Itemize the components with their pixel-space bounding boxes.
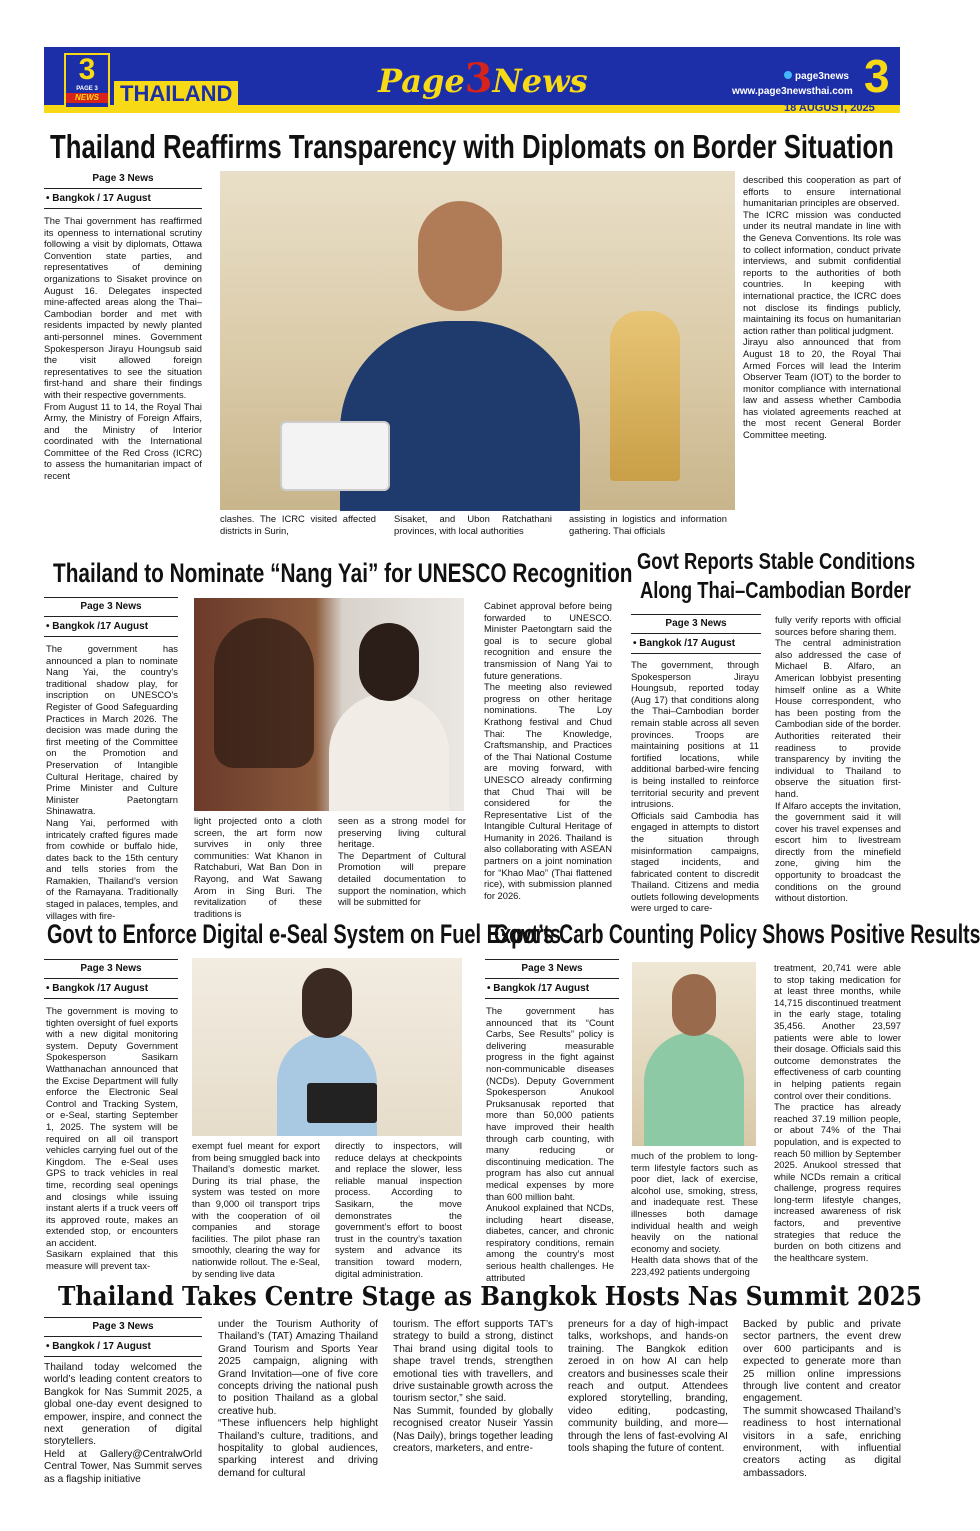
podium-emblem <box>610 311 680 481</box>
article1-col-right: described this cooperation as part of efforts to ensure international humanitarian principles are observed. The ICRC mission was conducted under its neutral mandate in line with the Geneva Conventions. Its role was to collect information, conduct private interviews, and submit confidential reports to the authorities of both countries. In keeping with international practice, the ICRC does not disclose its findings publicly, maintaining its focus on humanitarian action rather than political judgment. Jirayu also announced that from August 18 to 20, the Royal Thai Armed Forces will lead the Interim Observer Team (IOT) to the border to monitor compliance with international law and assess whether Cambodia has violated agreements reached at the most recent General Border Committee meeting. <box>743 174 901 441</box>
dateline: • Bangkok /17 August <box>44 978 178 999</box>
article5-under1: much of the problem to long-term lifestyle factors such as poor diet, lack of exercise, alcohol use, smoking, stress, and inadequate rest. These illnesses both damage individual health and weigh heavily on the national economy and society. Health data shows that of the 223,492 patients undergoing <box>631 1150 758 1277</box>
spokesperson-head <box>302 968 352 1038</box>
issue-date: 18 AUGUST, 2025 <box>784 102 875 114</box>
website: www.page3newsthai.com <box>732 86 853 97</box>
article5-headline: Govt’s Carb Counting Policy Shows Positive Results <box>494 919 980 949</box>
masthead-title-right: News <box>492 62 588 100</box>
article1-photo <box>220 171 735 510</box>
article2-headline: Thailand to Nominate “Nang Yai” for UNESCO Recognition <box>53 558 633 588</box>
masthead-title <box>378 55 588 102</box>
dateline: • Bangkok /17 August <box>44 616 178 637</box>
minister-figure <box>329 693 449 811</box>
logo-news: NEWS <box>66 93 108 103</box>
byline: Page 3 News <box>44 597 178 612</box>
byline: Page 3 News <box>44 959 178 974</box>
article4-col1: The government is moving to tighten oversight of fuel exports with a new digital monitoring system. Deputy Government Spokesperson Sasikarn Watthanachan announced that the Excise Department will fully enforce the Electronic Seal Control and Tracking System, or e-Seal, starting September 1, 2025. The system will be required on all oil transport vehicles carrying fuel out of the Kingdom. The e-Seal uses GPS to track vehicles in real time, recording seal openings and closings while issuing instant alerts if a truck veers off its approved route, makes an extended stop, or encounters an accident. Sasikarn explained that this measure will prevent tax- <box>46 1005 178 1272</box>
article1-under3: assisting in logistics and information gathering. Thai officials <box>569 513 727 536</box>
dateline: • Bangkok / 17 August <box>44 1336 202 1357</box>
article2-col1: The government has announced a plan to nominate Nang Yai, the country’s traditional shadow play, for inscription on UNESCO’s Register of Good Safeguarding Practices in March 2026. The decision was made during the first meeting of the Committee on the Promotion and Preservation of Intangible Cultural Heritage, chaired by Prime Minister and Culture Minister Paetongtarn Shinawatra. Nang Yai, performed with intricately crafted figures made from cowhide or buffalo hide, dates back to the 15th century and tells stories from the Ramakien, Thailand’s version of the Ramayana. Traditionally staged in palaces, temples, and villages with fire- <box>46 643 178 921</box>
masthead-title-left: Page <box>378 62 465 100</box>
masthead-logo <box>64 53 110 109</box>
article1-under1: clashes. The ICRC visited affected districts in Surin, <box>220 513 376 536</box>
speaker-head <box>418 201 502 311</box>
article2-photo <box>194 598 464 811</box>
facebook-icon <box>784 71 792 79</box>
handle-text: page3news <box>795 71 849 82</box>
edition-label: THAILAND <box>114 81 238 107</box>
article6-col4: preneurs for a day of high-impact talks, workshops, and hands-on training. The Bangkok edition zeroed in on how AI can help creators and businesses scale their reach and output. Attendees explored storytelling, branding, video editing, podcasting, community building, and more—through the lens of fast-evolving AI tools shaping the future of content. <box>568 1319 728 1455</box>
social-handle <box>784 71 849 82</box>
dateline: • Bangkok /17 August <box>631 633 761 654</box>
article6-headline: Thailand Takes Centre Stage as Bangkok Hosts Nas Summit 2025 <box>58 1282 923 1312</box>
article1-headline: Thailand Reaffirms Transparency with Diplomats on Border Situation <box>50 128 894 165</box>
article6-col1: Thailand today welcomed the world’s leading content creators to Bangkok for Nas Summit 2025, a global one-day event designed to empower, inspire, and connect the next generation of digital storytellers. Held at Gallery@CentralwOrld Central Tower, Nas Summit serves as a flagship initiative <box>44 1362 202 1485</box>
article2-byline <box>44 597 178 637</box>
masthead <box>44 47 900 113</box>
article5-byline <box>485 959 619 999</box>
dateline: • Bangkok /17 August <box>485 978 619 999</box>
tablet-device <box>280 421 390 491</box>
official-head <box>672 974 716 1036</box>
article2-under2: seen as a strong model for preserving living cultural heritage. The Department of Cultural Promotion will prepare detailed documentation to support the nomination, which will be submitted for <box>338 815 466 908</box>
article4-under1: exempt fuel meant for export from being smuggled back into Thailand’s domestic market. During its trial phase, the system was tested on more than 9,000 oil transport trips with the cooperation of oil companies and storage facilities. The pilot phase ran smoothly, clearing the way for nationwide rollout. The e-Seal, by sending live data <box>192 1140 320 1279</box>
article5-photo <box>632 962 756 1146</box>
article4-photo <box>192 958 462 1136</box>
byline: Page 3 News <box>485 959 619 974</box>
byline: Page 3 News <box>631 614 761 629</box>
article1-col1: The Thai government has reaffirmed its openness to international scrutiny following a visit by diplomats, Ottawa Convention state parties, and representatives of demining organizations to Sisaket province on August 16. Delegates inspected mine-affected areas along the Thai–Cambodian border and met with residents impacted by newly planted anti-personnel mines. Government Spokesperson Jirayu Houngsub said the visit allowed foreign representatives to see the situation first-hand and share their findings with their respective governments. From August 11 to 14, the Royal Thai Army, the Ministry of Foreign Affairs, and the Ministry of Interior coordinated with the International Committee of the Red Cross (ICRC) to assess the humanitarian impact of recent <box>44 215 202 482</box>
dateline: • Bangkok / 17 August <box>44 188 202 209</box>
article3-col1: The government, through Spokesperson Jirayu Houngsub, reported today (Aug 17) that conditions along the Thai–Cambodian border remain stable across all seven provinces. Troops are maintaining positions at 11 fortified locations, while additional barbed-wire fencing is being installed to reinforce territorial security and prevent intrusions. Officials said Cambodia has engaged in attempts to distort the situation through misinformation campaigns, staged incidents, and fabricated content to discredit Thailand. Citizens and media outlets following developments were urged to care- <box>631 659 759 914</box>
page-number: 3 <box>864 50 890 102</box>
byline: Page 3 News <box>92 173 154 184</box>
byline: Page 3 News <box>44 1317 202 1332</box>
article2-col3: Cabinet approval before being forwarded to UNESCO. Minister Paetongtarn said the goal is to secure global recognition and ensure the transmission of Nang Yai to future generations. The meeting also reviewed progress on other heritage nominations. The Loy Krathong festival and Chud Thai: The Knowledge, Craftsmanship, and Practices of the Thai National Costume are moving forward, with UNESCO already confirming that Chud Thai will be considered for the Representative List of the Intangible Cultural Heritage of Humanity in 2026. Thailand is also collaborating with ASEAN partners on a joint nomination for “Khao Mao” (Thai flattened rice), with submission planned for 2026. <box>484 600 612 901</box>
article3-byline <box>631 614 761 654</box>
article4-byline <box>44 959 178 999</box>
article6-byline <box>44 1317 202 1357</box>
laptop <box>307 1083 377 1123</box>
article6-col2: under the Tourism Authority of Thailand’s (TAT) Amazing Thailand Grand Tourism and Sports Year 2025 campaign, aligning with Grand Invitation—one of five core concepts driving the national push to position Thailand as a global creative hub. “These influencers help highlight Thailand’s culture, traditions, and hospitality to global audiences, sparking interest and driving demand for cultural <box>218 1319 378 1479</box>
minister-head <box>359 623 419 701</box>
article2-under1: light projected onto a cloth screen, the art form now survives in only three communities: Wat Khanon in Ratchaburi, Wat Ban Don in Rayong, and Wat Sawang Arom in Sing Buri. The revitalization of these traditions is <box>194 815 322 919</box>
logo-caption: PAGE 3 <box>76 86 98 92</box>
article6-col3: tourism. The effort supports TAT’s strategy to build a strong, distinct Thai brand using digital tools to shape travel trends, strengthen emotional ties with travellers, and drive sustainable growth across the tourism sector,” she said. Nas Summit, founded by globally recognised creator Nuseir Yassin (Nas Daily), brings together leading creators, marketers, and entre- <box>393 1319 553 1455</box>
article5-col3: treatment, 20,741 were able to stop taking medication for at least three months, while 14,715 discontinued treatment in the early stage, totaling 35,456. Another 23,597 patients were able to lower their dosage. Officials said this outcome demonstrates the effectiveness of carb counting in helping patients regain control over their conditions. The practice has already reached 37.19 million people, or about 74% of the Thai population, and is expected to reach 50 million by September 2025. Anukool stressed that while NCDs remain a critical challenge, progress requires long-term lifestyle changes, increased awareness of risk factors, and preventive strategies that reduce the burden on both citizens and the healthcare system. <box>774 962 901 1263</box>
article3-headline-line1: Govt Reports Stable Conditions <box>637 548 916 574</box>
article3-headline-line2: Along Thai–Cambodian Border <box>640 577 911 603</box>
article1-under2: Sisaket, and Ubon Ratchathani provinces, with local authorities <box>394 513 552 536</box>
shadow-puppet-figure <box>214 618 314 768</box>
article4-headline: Govt to Enforce Digital e-Seal System on Fuel Exports <box>47 919 562 949</box>
article4-under2: directly to inspectors, will reduce delays at checkpoints and replace the slower, less reliable manual inspection process. According to Sasikarn, the move demonstrates the government’s effort to boost trust in the country’s taxation system and advance its transition toward modern, digital administration. <box>335 1140 462 1279</box>
masthead-title-num: 3 <box>464 55 493 102</box>
article3-col2: fully verify reports with official sources before sharing them. The central administration also addressed the case of Michael B. Alfaro, an American lobbyist presenting himself online as a White House correspondent, who has been posting from the Cambodian side of the border. Authorities reiterated their readiness to provide transparency by inviting the individual to Thailand to observe the situation first-hand. If Alfaro accepts the invitation, the government said it will cover his travel expenses and escort him to livestream directly from the minefield zone, giving him the opportunity to broadcast the conditions on the ground without distortion. <box>775 614 901 904</box>
article6-col5: Backed by public and private sector partners, the event drew over 600 participants and is expected to generate more than 25 million online impressions through live content and creator engagement. The summit showcased Thailand’s readiness to host international visitors in a safe, enriching environment, with influential creators acting as digital ambassadors. <box>743 1319 901 1479</box>
official-figure <box>644 1032 744 1146</box>
article5-col1: The government has announced that its “Count Carbs, See Results” policy is delivering measurable progress in the fight against non-communicable diseases (NCDs). Deputy Government Spokesperson Anukool Pruksanusak reported that more than 50,000 patients have improved their health through carb counting, with many reducing or discontinuing medication. The program has also cut annual medical expenses by more than 600 million baht. Anukool explained that NCDs, including heart disease, diabetes, cancer, and chronic respiratory conditions, remain among the country’s most serious health challenges. He attributed <box>486 1005 614 1283</box>
article1-byline <box>44 170 202 209</box>
logo-number: 3 <box>78 53 96 86</box>
